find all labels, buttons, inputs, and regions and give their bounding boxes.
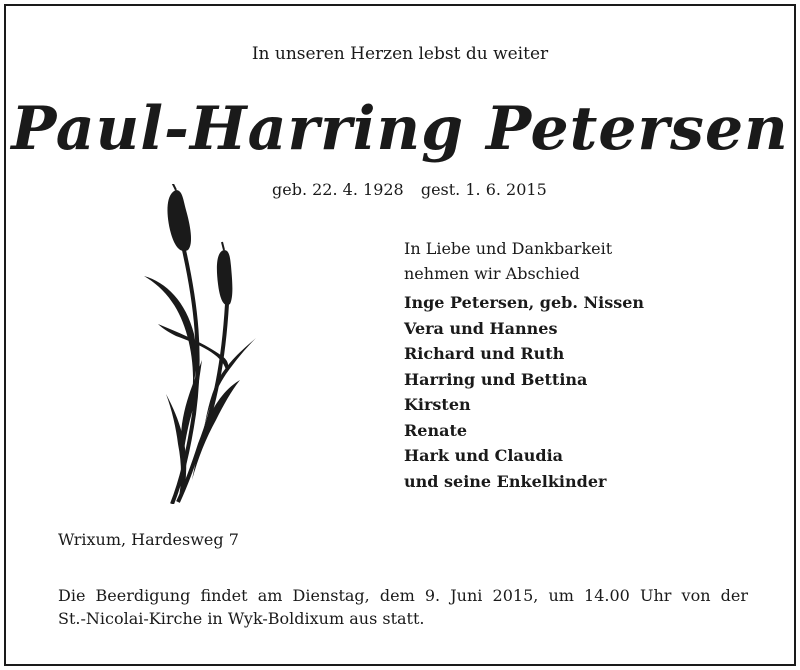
- obituary-notice: [4, 4, 796, 666]
- mourner-name: und seine Enkelkinder: [404, 471, 607, 491]
- mourner-name: Inge Petersen, geb. Nissen: [404, 293, 645, 312]
- mourner-name: Vera und Hannes: [404, 318, 558, 338]
- cattail-reed-icon: [136, 184, 266, 504]
- funeral-notice-line: St.-Nicolai-Kirche in Wyk-Boldixum aus statt.: [58, 609, 425, 628]
- birth-date: geb. 22. 4. 1928: [272, 180, 404, 199]
- intro-line: In Liebe und Dankbarkeit: [404, 239, 613, 258]
- address: Wrixum, Hardesweg 7: [58, 530, 239, 549]
- deceased-name: Paul-Harring Petersen: [11, 94, 789, 164]
- mourner-name: Kirsten: [404, 395, 471, 414]
- mourner-name: Hark und Claudia: [404, 446, 564, 465]
- mourner-name: Harring und Bettina: [404, 369, 588, 389]
- death-date: gest. 1. 6. 2015: [420, 180, 547, 199]
- funeral-notice: [58, 584, 748, 630]
- funeral-notice-line: Die Beerdigung findet am Dienstag, dem 9. Juni 2015, um 14.00 Uhr von der: [58, 586, 748, 605]
- mourners-list: [404, 290, 644, 494]
- intro-line: nehmen wir Abschied: [404, 264, 580, 283]
- mourner-name: Renate: [404, 420, 468, 440]
- motto: In unseren Herzen lebst du weiter: [251, 44, 549, 64]
- life-dates: [272, 180, 547, 199]
- intro-text: [404, 236, 612, 286]
- mourner-name: Richard und Ruth: [404, 344, 565, 363]
